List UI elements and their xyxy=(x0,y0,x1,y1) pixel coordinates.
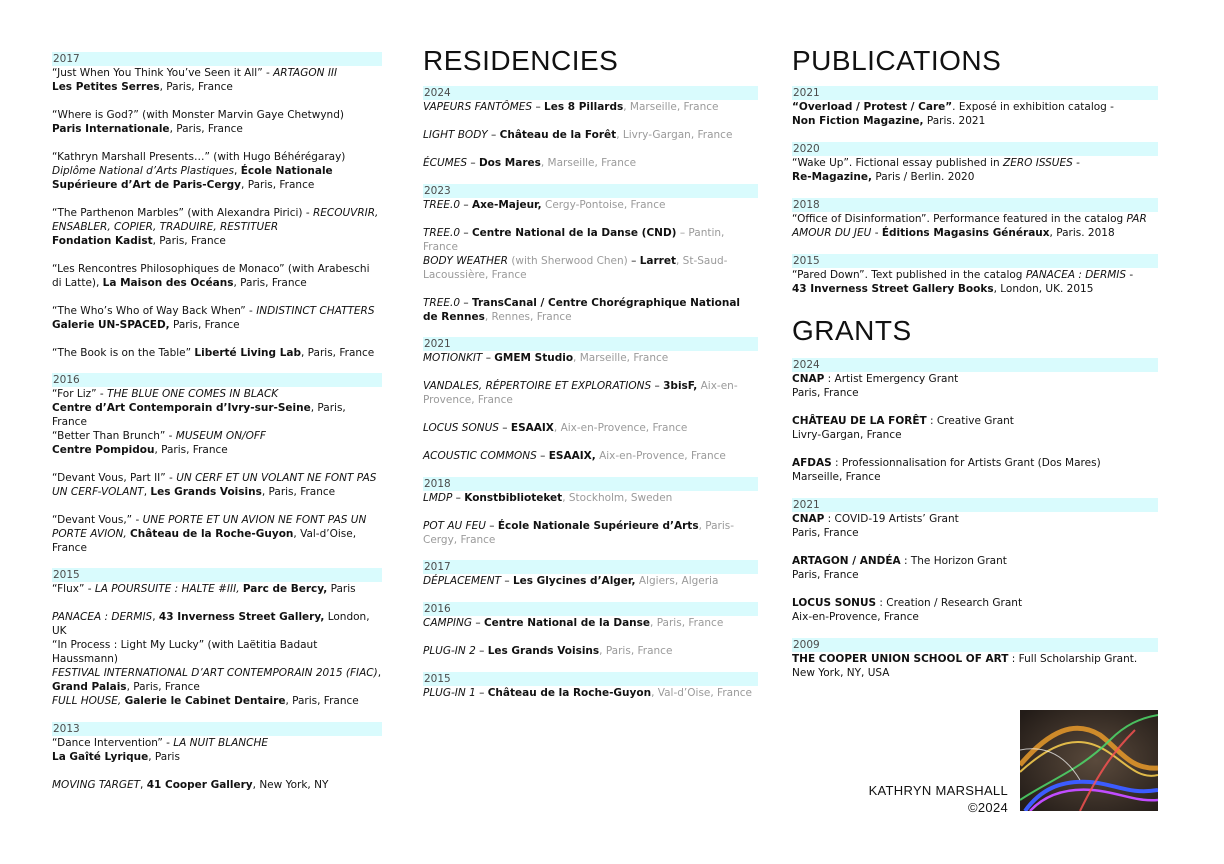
exhibition-entry: “The Book is on the Table” Liberté Living Lab, Paris, France xyxy=(52,347,375,359)
residency-entry: ACOUSTIC COMMONS – ESAAIX, Aix-en-Provence, France xyxy=(423,450,726,462)
exhibition-entry: “Just When You Think You’ve Seen it All” - ARTAGON III Les Petites Serres, Paris, France xyxy=(52,67,338,93)
exhibition-entry: MOVING TARGET, 41 Cooper Gallery, New York, NY xyxy=(52,779,329,791)
residency-entry: CAMPING – Centre National de la Danse, Paris, France xyxy=(423,617,724,629)
grant-entry: CNAP : COVID-19 Artists’ Grant Paris, France xyxy=(792,513,959,539)
year-label: 2015 xyxy=(423,672,758,686)
exhibition-entry: “The Who’s Who of Way Back When” - INDISTINCT CHATTERS Galerie UN-SPACED, Paris, France xyxy=(52,305,375,331)
publications-heading: PUBLICATIONS xyxy=(792,45,1002,76)
signature xyxy=(842,782,1008,816)
residency-entry: MOTIONKIT – GMEM Studio, Marseille, France xyxy=(423,352,669,364)
residency-entry: TREE.0 – Centre National de la Danse (CND) – Pantin, France xyxy=(423,227,725,253)
publication-entry: “Office of Disinformation”. Performance featured in the catalog PAR AMOUR DU JEU - Éditions Magasins Généraux, Paris. 2018 xyxy=(792,213,1147,239)
year-label: 2018 xyxy=(423,477,758,491)
exhibition-entry: “Les Rencontres Philosophiques de Monaco” (with Arabeschi di Latte), La Maison des Océans, Paris, France xyxy=(52,263,370,289)
exhibition-entry: “Better Than Brunch” - MUSEUM ON/OFF Centre Pompidou, Paris, France xyxy=(52,430,266,456)
grant-entry: ARTAGON / ANDÉA : The Horizon Grant Paris, France xyxy=(792,555,1007,581)
year-label: 2018 xyxy=(792,198,1158,212)
residency-entry: VANDALES, RÉPERTOIRE ET EXPLORATIONS – 3bisF, Aix-en-Provence, France xyxy=(423,380,738,406)
publication-entry: “Wake Up”. Fictional essay published in ZERO ISSUES - Re-Magazine, Paris / Berlin. 2020 xyxy=(792,157,1080,183)
grant-entry: AFDAS : Professionnalisation for Artists Grant (Dos Mares) Marseille, France xyxy=(792,457,1101,483)
grants-heading: GRANTS xyxy=(792,315,912,346)
copyright-year: ©2024 xyxy=(968,800,1008,815)
year-label: 2015 xyxy=(792,254,1158,268)
residency-entry: LOCUS SONUS – ESAAIX, Aix-en-Provence, France xyxy=(423,422,688,434)
residency-entry: POT AU FEU – École Nationale Supérieure d’Arts, Paris-Cergy, France xyxy=(423,520,735,546)
exhibition-entry: “Flux” - LA POURSUITE : HALTE #III, Parc de Bercy, Paris xyxy=(52,583,356,595)
residency-entry: VAPEURS FANTÔMES – Les 8 Pillards, Marseille, France xyxy=(423,101,719,113)
exhibition-entry: “In Process : Light My Lucky” (with Laëtitia Badaut Haussmann) FESTIVAL INTERNATIONAL D’ART CONTEMPORAIN 2015 (FIAC), Grand Palais, Paris, France xyxy=(52,639,382,693)
year-label: 2017 xyxy=(52,52,382,66)
year-label: 2020 xyxy=(792,142,1158,156)
exhibition-entry: PANACEA : DERMIS, 43 Inverness Street Gallery, London, UK xyxy=(52,611,370,637)
residencies-heading: RESIDENCIES xyxy=(423,45,619,76)
year-label: 2017 xyxy=(423,560,758,574)
artist-name: KATHRYN MARSHALL xyxy=(868,783,1008,798)
year-label: 2016 xyxy=(52,373,382,387)
exhibition-entry: “Devant Vous,” - UNE PORTE ET UN AVION NE FONT PAS UN PORTE AVION, Château de la Roche-Guyon, Val-d’Oise, France xyxy=(52,514,367,554)
residency-entry: BODY WEATHER (with Sherwood Chen) – Larret, St-Saud-Lacoussière, France xyxy=(423,255,728,281)
year-label: 2024 xyxy=(423,86,758,100)
residency-entry: LMDP – Konstbiblioteket, Stockholm, Sweden xyxy=(423,492,673,504)
year-label: 2021 xyxy=(792,498,1158,512)
exhibition-entry: “Devant Vous, Part II” - UN CERF ET UN VOLANT NE FONT PAS UN CERF-VOLANT, Les Grands Voisins, Paris, France xyxy=(52,472,377,498)
year-label: 2016 xyxy=(423,602,758,616)
publication-entry: “Overload / Protest / Care”. Exposé in exhibition catalog - Non Fiction Magazine, Paris. 2021 xyxy=(792,101,1114,127)
grant-entry: LOCUS SONUS : Creation / Research Grant Aix-en-Provence, France xyxy=(792,597,1023,623)
year-label: 2013 xyxy=(52,722,382,736)
year-label: 2009 xyxy=(792,638,1158,652)
exhibition-entry: “Where is God?” (with Monster Marvin Gaye Chetwynd) Paris Internationale, Paris, France xyxy=(52,109,344,135)
grant-entry: CNAP : Artist Emergency Grant Paris, France xyxy=(792,373,959,399)
year-label: 2024 xyxy=(792,358,1158,372)
exhibition-entry: “Kathryn Marshall Presents…” (with Hugo Béhérégaray) Diplôme National d’Arts Plastiques, École Nationale Supérieure d’Art de Paris-Cergy, Paris, France xyxy=(52,151,346,191)
exhibition-entry: “The Parthenon Marbles” (with Alexandra Pirici) - RECOUVRIR, ENSABLER, COPIER, TRADUIRE, RESTITUER Fondation Kadist, Paris, France xyxy=(52,207,379,247)
year-label: 2015 xyxy=(52,568,382,582)
grant-entry: CHÂTEAU DE LA FORÊT : Creative Grant Livry-Gargan, France xyxy=(792,415,1014,441)
light-trails-photo xyxy=(1020,710,1158,811)
exhibition-entry: “For Liz” - THE BLUE ONE COMES IN BLACK Centre d’Art Contemporain d’Ivry-sur-Seine, Paris, France xyxy=(52,388,346,428)
year-label: 2023 xyxy=(423,184,758,198)
residency-entry: LIGHT BODY – Château de la Forêt, Livry-Gargan, France xyxy=(423,129,733,141)
grant-entry: THE COOPER UNION SCHOOL OF ART : Full Scholarship Grant. New York, NY, USA xyxy=(792,653,1138,679)
exhibition-entry: “Dance Intervention” - LA NUIT BLANCHE La Gaîté Lyrique, Paris xyxy=(52,737,268,763)
year-label: 2021 xyxy=(423,337,758,351)
residency-entry: DÉPLACEMENT – Les Glycines d’Alger, Algiers, Algeria xyxy=(423,575,719,587)
residency-entry: PLUG-IN 1 – Château de la Roche-Guyon, Val-d’Oise, France xyxy=(423,687,752,699)
year-label: 2021 xyxy=(792,86,1158,100)
residency-entry: TREE.0 – Axe-Majeur, Cergy-Pontoise, France xyxy=(423,199,666,211)
residency-entry: TREE.0 – TransCanal / Centre Chorégraphique National de Rennes, Rennes, France xyxy=(423,297,741,323)
residency-entry: PLUG-IN 2 – Les Grands Voisins, Paris, France xyxy=(423,645,673,657)
publication-entry: “Pared Down”. Text published in the catalog PANACEA : DERMIS - 43 Inverness Street Gallery Books, London, UK. 2015 xyxy=(792,269,1134,295)
residency-entry: ÉCUMES – Dos Mares, Marseille, France xyxy=(423,157,637,169)
exhibition-entry: FULL HOUSE, Galerie le Cabinet Dentaire, Paris, France xyxy=(52,695,359,707)
